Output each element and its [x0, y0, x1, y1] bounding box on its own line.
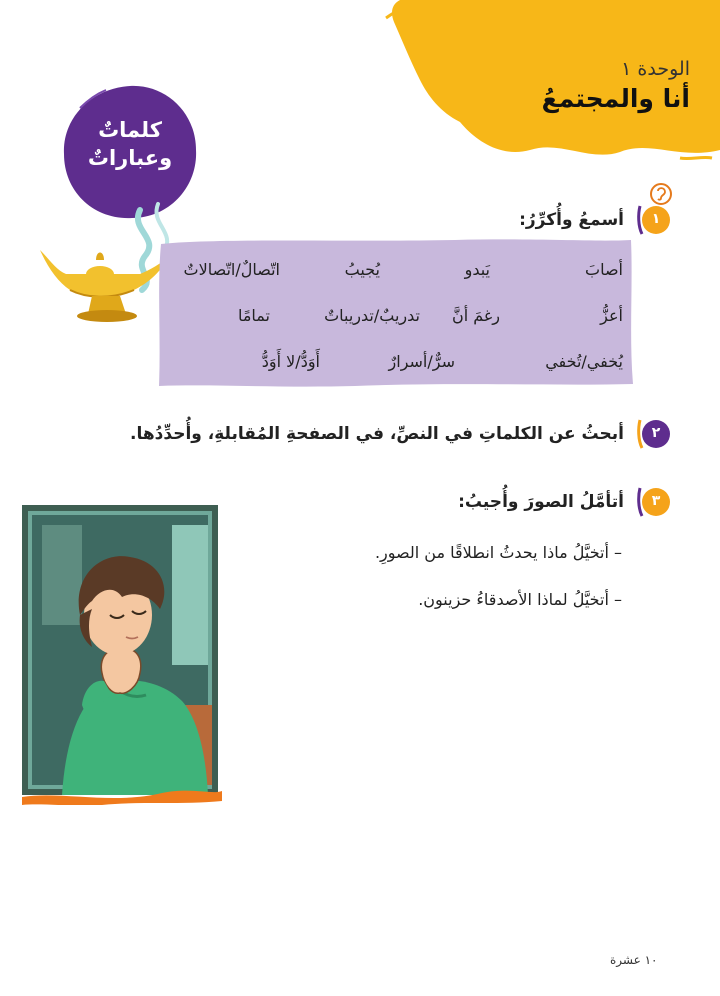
- bullet-item: – أتخيَّلُ ماذا يحدثُ انطلاقًا من الصورِ.: [374, 543, 622, 562]
- section-3-title: أتأمَّلُ الصورَ وأُجيبُ:: [458, 492, 624, 512]
- word-item: تدريبٌ/تدريباتٌ: [324, 306, 420, 325]
- story-picture: [22, 505, 222, 805]
- word-item: أَوَدُّ/لا أَوَدُّ: [261, 352, 320, 371]
- word-item: سرٌّ/أسرارٌ: [388, 352, 455, 371]
- unit-label: الوحدة ١: [621, 58, 690, 80]
- word-item: أعزُّ: [600, 306, 623, 325]
- section-1-number: ١: [651, 211, 661, 227]
- badge-line-2: وعباراتٌ: [87, 146, 173, 170]
- word-item: اتّصالٌ/اتّصالاتٌ: [183, 260, 280, 279]
- section-1-title: أسمعُ وأُكرِّرُ:: [519, 210, 624, 230]
- badge-text: [68, 116, 192, 172]
- word-item: رغمَ أنَّ: [451, 306, 500, 325]
- section-2-number: ٢: [651, 425, 661, 441]
- word-item: تمامًا: [237, 306, 270, 325]
- section-3-number: ٣: [651, 493, 661, 509]
- word-item: أصابَ: [585, 260, 623, 279]
- page-number: ١٠ عشرة: [610, 953, 658, 967]
- bullet-item: – أتخيَّلُ لماذا الأصدقاءُ حزينون.: [418, 590, 622, 609]
- section-2-title: أبحثُ عن الكلماتِ في النصِّ، في الصفحةِ المُقابلةِ، وأُحدِّدُها.: [130, 424, 624, 444]
- unit-header-blob: [380, 0, 720, 160]
- word-item: يُخفي/تُخفي: [545, 352, 623, 371]
- ear-icon: [650, 182, 672, 206]
- word-item: يَبدو: [464, 260, 490, 279]
- word-item: يُجيبُ: [344, 260, 380, 279]
- badge-line-1: كلماتٌ: [98, 118, 162, 142]
- unit-title: أنا والمجتمعُ: [541, 84, 690, 113]
